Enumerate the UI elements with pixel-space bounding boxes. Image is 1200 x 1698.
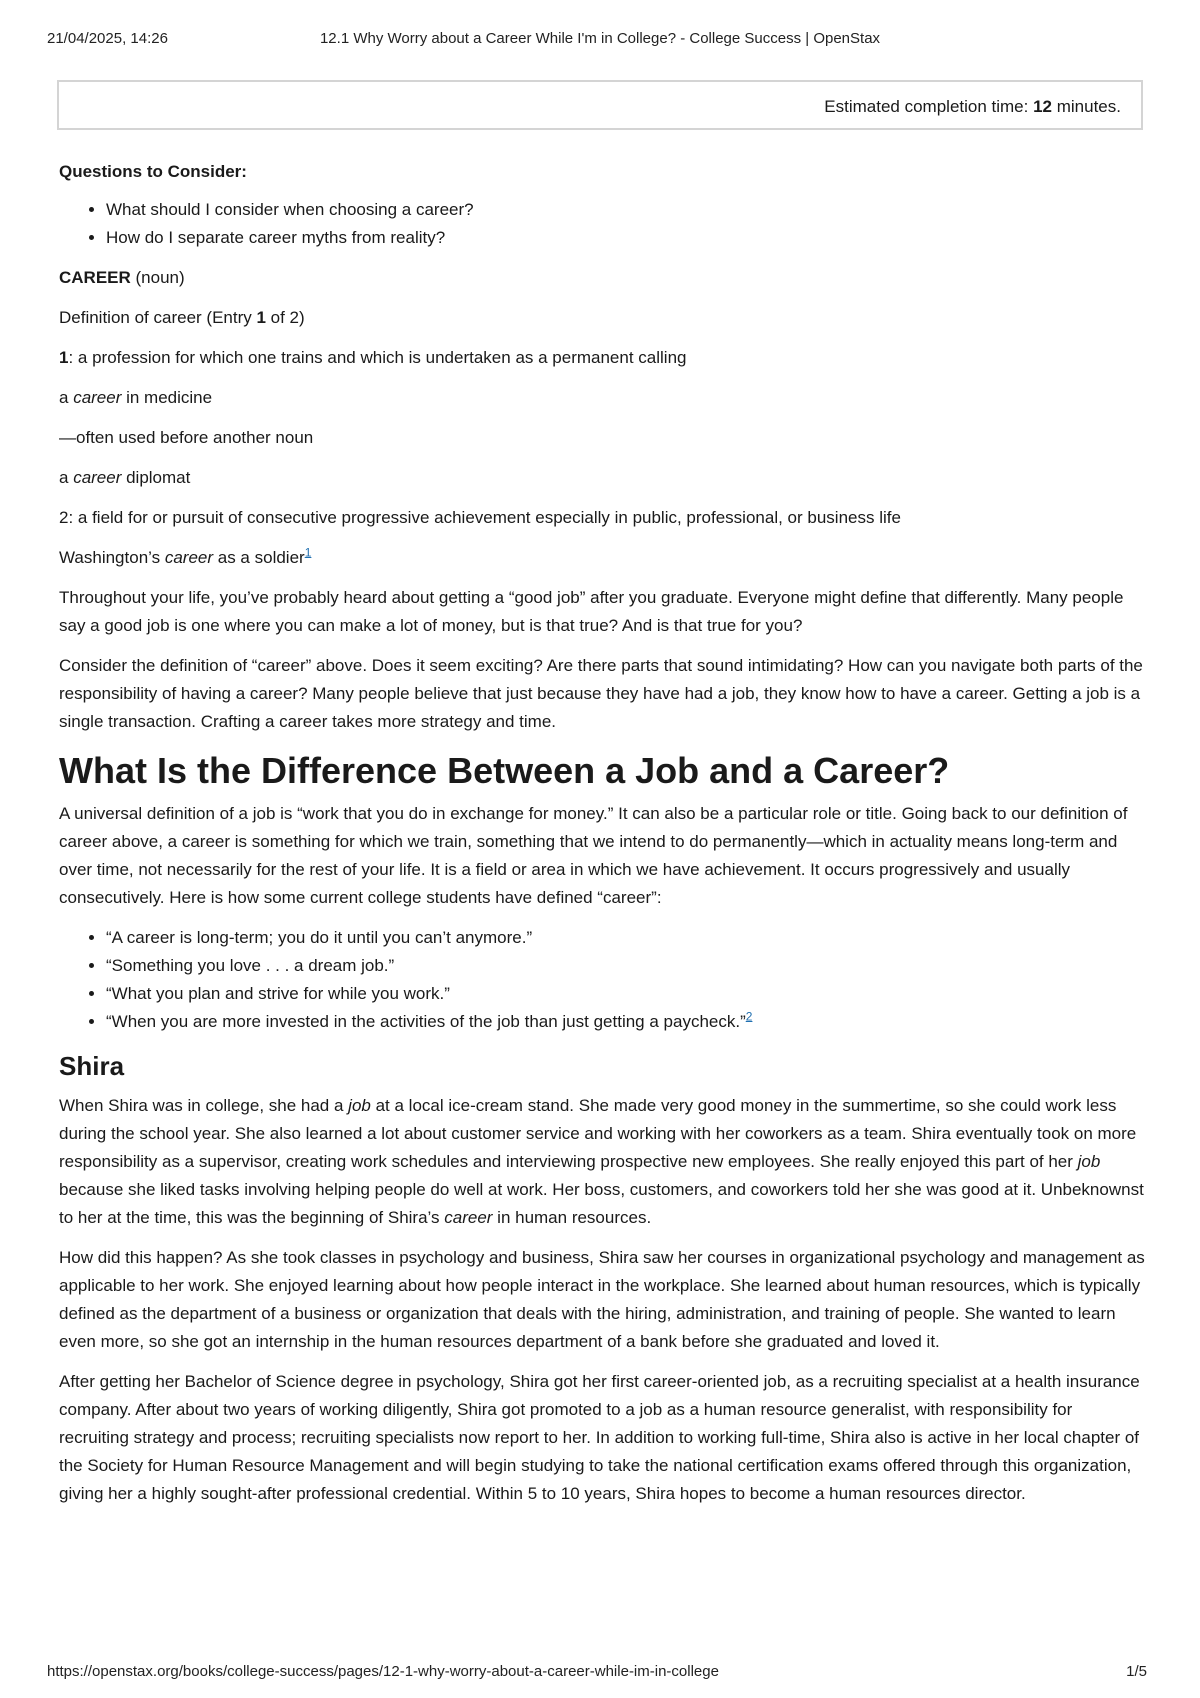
definition-example-2 <box>59 464 1145 492</box>
list-item <box>106 1008 1145 1036</box>
paragraph-text: because she liked tasks involving helping people do well at work. Her boss, customers, and coworkers told her she was good at it. Unbeknownst to her at the time, this was the beginning of Shira’s <box>59 1180 1144 1227</box>
definition-example-1 <box>59 384 1145 412</box>
shira-paragraph-3: After getting her Bachelor of Science degree in psychology, Shira got her first career-oriented job, as a recruiting specialist at a health insurance company. After about two years of working diligently, Shira got promoted to a job as a human resource generalist, with responsibility for recruiting strategy and process; recruiting specialists now report to her. In addition to working full-time, Shira also is active in her local chapter of the Society for Human Resource Management and will begin studying to take the national certification exams offered through this organization, giving her a highly sought-after professional credential. Within 5 to 10 years, Shira hopes to become a human resources director. <box>59 1372 1140 1503</box>
completion-time-box <box>57 80 1143 130</box>
example-text: diplomat <box>121 468 191 487</box>
entry-count: of 2) <box>265 308 305 327</box>
print-page-title: 12.1 Why Worry about a Career While I'm in College? - College Success | OpenStax <box>319 30 881 47</box>
paragraph-text: When Shira was in college, she had a <box>59 1096 349 1115</box>
page-number: 1/5 <box>1126 1663 1147 1680</box>
quote-text: “When you are more invested in the activities of the job than just getting a paycheck.” <box>106 1012 746 1031</box>
entry-number: 1 <box>256 308 266 327</box>
definition-entry <box>59 304 1145 332</box>
print-url: https://openstax.org/books/college-success/pages/12-1-why-worry-about-a-career-while-im-in-college <box>47 1663 719 1680</box>
example-text: a <box>59 468 74 487</box>
list-item: • How do I separate career myths from reality? <box>106 224 1145 252</box>
list-item: • “Something you love . . . a dream job.” <box>106 952 1145 980</box>
footnote-link-2[interactable]: 2 <box>745 1009 753 1024</box>
questions-list <box>59 196 1145 252</box>
intro-paragraph-2: Consider the definition of “career” above. Does it seem exciting? Are there parts that sound intimidating? How can you navigate both parts of the responsibility of having a career? Many people believe that just because they have had a job, they know how to have a career. Getting a job is a single transaction. Crafting a career takes more strategy and time. <box>59 656 1143 731</box>
example-emphasis: career <box>164 548 214 567</box>
section-paragraph: A universal definition of a job is “work that you do in exchange for money.” It can also be a particular role or title. Going back to our definition of career above, a career is something for which we train, something that we intend to do permanently—which in actuality means long-term and over time, not necessarily for the rest of your life. It is a field or area in which we have achievement. It occurs progressively and usually consecutively. Here is how some current college students have defined “career”: <box>59 804 1128 907</box>
example-text: a <box>59 388 74 407</box>
list-item: • What should I consider when choosing a career? <box>106 196 1145 224</box>
completion-value: 12 <box>1033 97 1053 116</box>
print-header <box>47 30 1153 50</box>
definition-headword <box>59 264 1145 292</box>
definition-sense-2: 2: a field for or pursuit of consecutive progressive achievement especially in public, professional, or business life <box>59 508 901 527</box>
example-emphasis: career <box>73 388 122 407</box>
example-text: Washington’s <box>59 548 165 567</box>
emphasis: job <box>1077 1152 1101 1171</box>
part-of-speech: (noun) <box>130 268 185 287</box>
shira-paragraph-1 <box>59 1092 1145 1232</box>
questions-heading: Questions to Consider: <box>59 162 247 181</box>
completion-label: Estimated completion time: <box>824 97 1034 116</box>
section-heading: What Is the Difference Between a Job and a Career? <box>59 750 950 791</box>
emphasis: job <box>348 1096 371 1115</box>
intro-paragraph-1: Throughout your life, you’ve probably heard about getting a “good job” after you graduate. Everyone might define that differently. Many people say a good job is one where you can make a lot of money, but is that true? And is that true for you? <box>59 588 1124 635</box>
sense-text: : a profession for which one trains and which is undertaken as a permanent calling <box>68 348 687 367</box>
definition-example-3 <box>59 544 1145 572</box>
headword: CAREER <box>59 268 131 287</box>
example-text: in medicine <box>121 388 213 407</box>
print-datetime: 21/04/2025, 14:26 <box>47 30 168 47</box>
emphasis: career <box>444 1208 493 1227</box>
entry-prefix: Definition of career (Entry <box>59 308 257 327</box>
sense-number: 1 <box>59 348 69 367</box>
shira-heading: Shira <box>59 1051 125 1081</box>
paragraph-text: in human resources. <box>492 1208 652 1227</box>
print-footer <box>47 1663 1153 1683</box>
list-item: • “What you plan and strive for while you work.” <box>106 980 1145 1008</box>
main-content <box>59 158 1145 1520</box>
list-item: • “A career is long-term; you do it until you can’t anymore.” <box>106 924 1145 952</box>
example-emphasis: career <box>73 468 122 487</box>
definition-note: —often used before another noun <box>59 428 314 447</box>
definition-sense-1 <box>59 344 1145 372</box>
footnote-link-1[interactable]: 1 <box>304 545 312 560</box>
completion-suffix: minutes. <box>1052 97 1121 116</box>
student-quotes-list <box>59 924 1145 1036</box>
example-text: as a soldier <box>213 548 305 567</box>
paragraph-text: at a local ice-cream stand. She made very good money in the summertime, so she could work less during the school year. She also learned a lot about customer service and working with her coworkers as a team. Shira eventually took on more responsibility as a supervisor, creating work schedules and interviewing prospective new employees. She really enjoyed this part of her <box>59 1096 1137 1171</box>
shira-paragraph-2: How did this happen? As she took classes in psychology and business, Shira saw her courses in organizational psychology and management as applicable to her work. She enjoyed learning about how people interact in the workplace. She learned about human resources, which is typically defined as the department of a business or organization that deals with the hiring, administration, and training of people. She wanted to learn even more, so she got an internship in the human resources department of a bank before she graduated and loved it. <box>59 1248 1145 1351</box>
